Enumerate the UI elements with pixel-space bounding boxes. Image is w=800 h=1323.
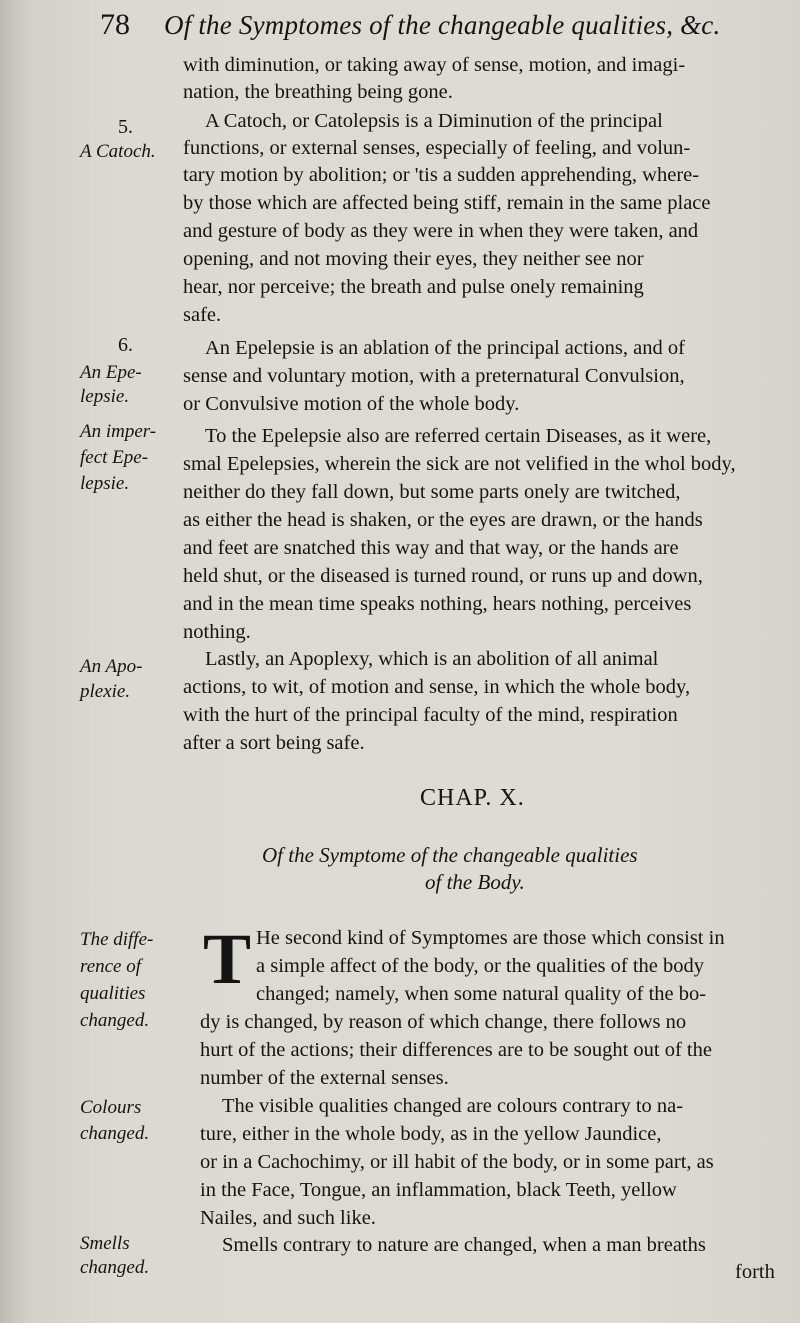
body-line: An Epelepsie is an ablation of the principal actions, and of: [205, 337, 685, 359]
body-line: smal Epelepsies, wherein the sick are not velified in the whol body,: [183, 453, 736, 475]
body-line: functions, or external senses, especially of feeling, and volun-: [183, 137, 691, 159]
chapter-subtitle: Of the Symptome of the changeable qualities: [262, 843, 638, 867]
body-line: number of the external senses.: [200, 1067, 449, 1089]
margin-note: qualities: [80, 983, 146, 1004]
body-line: hurt of the actions; their differences are to be sought out of the: [200, 1039, 712, 1061]
body-line: or in a Cachochimy, or ill habit of the body, or in some part, as: [200, 1151, 714, 1173]
margin-note: An Epe-: [80, 362, 142, 383]
section-number: 6.: [118, 334, 133, 356]
body-line: by those which are affected being stiff, remain in the same place: [183, 192, 711, 214]
margin-note: An imper-: [80, 421, 157, 442]
body-line: The visible qualities changed are colours contrary to na-: [222, 1095, 684, 1117]
body-line: Smells contrary to nature are changed, when a man breaths: [222, 1234, 706, 1256]
body-line: Nailes, and such like.: [200, 1207, 376, 1229]
body-line: nation, the breathing being gone.: [183, 81, 453, 103]
body-line: after a sort being safe.: [183, 732, 365, 754]
margin-note: Smells: [80, 1233, 130, 1254]
margin-note: changed.: [80, 1010, 150, 1031]
body-line: and feet are snatched this way and that way, or the hands are: [183, 537, 679, 559]
chapter-heading: CHAP. X.: [420, 785, 525, 811]
margin-note: lepsie.: [80, 386, 130, 407]
drop-cap: T: [203, 919, 252, 999]
body-line: a simple affect of the body, or the qualities of the body: [256, 955, 705, 977]
margin-note: The diffe-: [80, 929, 154, 950]
body-line: dy is changed, by reason of which change, there follows no: [200, 1011, 687, 1033]
margin-note: An Apo-: [80, 656, 143, 677]
margin-note: changed.: [80, 1123, 150, 1144]
catchword: forth: [735, 1261, 775, 1283]
body-line: held shut, or the diseased is turned round, or runs up and down,: [183, 565, 703, 587]
body-line: tary motion by abolition; or 'tis a sudden apprehending, where-: [183, 164, 700, 186]
body-line: in the Face, Tongue, an inflammation, black Teeth, yellow: [200, 1179, 677, 1201]
body-line: actions, to wit, of motion and sense, in which the whole body,: [183, 676, 691, 698]
body-line: sense and voluntary motion, with a preternatural Convulsion,: [183, 365, 685, 387]
margin-note: fect Epe-: [80, 447, 149, 468]
body-line: To the Epelepsie also are referred certain Diseases, as it were,: [205, 425, 712, 447]
body-line: with the hurt of the principal faculty of the mind, respiration: [183, 704, 678, 726]
margin-note: plexie.: [80, 681, 131, 702]
body-line: opening, and not moving their eyes, they neither see nor: [183, 248, 644, 270]
body-line: and in the mean time speaks nothing, hears nothing, perceives: [183, 593, 692, 615]
body-line: and gesture of body as they were in when they were taken, and: [183, 220, 699, 242]
margin-note: lepsie.: [80, 473, 130, 494]
running-title: Of the Symptomes of the changeable qualities, &c.: [164, 10, 721, 40]
body-line: ture, either in the whole body, as in the yellow Jaundice,: [200, 1123, 662, 1145]
margin-note: rence of: [80, 956, 142, 977]
chapter-subtitle: of the Body.: [425, 870, 525, 894]
body-line: A Catoch, or Catolepsis is a Diminution of the principal: [205, 110, 663, 132]
body-line: as either the head is shaken, or the eyes are drawn, or the hands: [183, 509, 703, 531]
section-number: 5.: [118, 116, 133, 138]
body-line: Lastly, an Apoplexy, which is an abolition of all animal: [205, 648, 659, 670]
margin-note: changed.: [80, 1257, 150, 1278]
body-line: nothing.: [183, 621, 251, 643]
body-line: or Convulsive motion of the whole body.: [183, 393, 520, 415]
running-header: [100, 8, 780, 48]
margin-note: Colours: [80, 1097, 142, 1118]
body-line: safe.: [183, 304, 222, 326]
body-line: neither do they fall down, but some parts onely are twitched,: [183, 481, 681, 503]
page-number: 78: [100, 8, 130, 41]
body-line: He second kind of Symptomes are those which consist in: [256, 927, 725, 949]
body-line: changed; namely, when some natural quality of the bo-: [256, 983, 707, 1005]
body-line: with diminution, or taking away of sense, motion, and imagi-: [183, 54, 686, 76]
margin-note: A Catoch.: [80, 141, 156, 162]
body-line: hear, nor perceive; the breath and pulse onely remaining: [183, 276, 644, 298]
